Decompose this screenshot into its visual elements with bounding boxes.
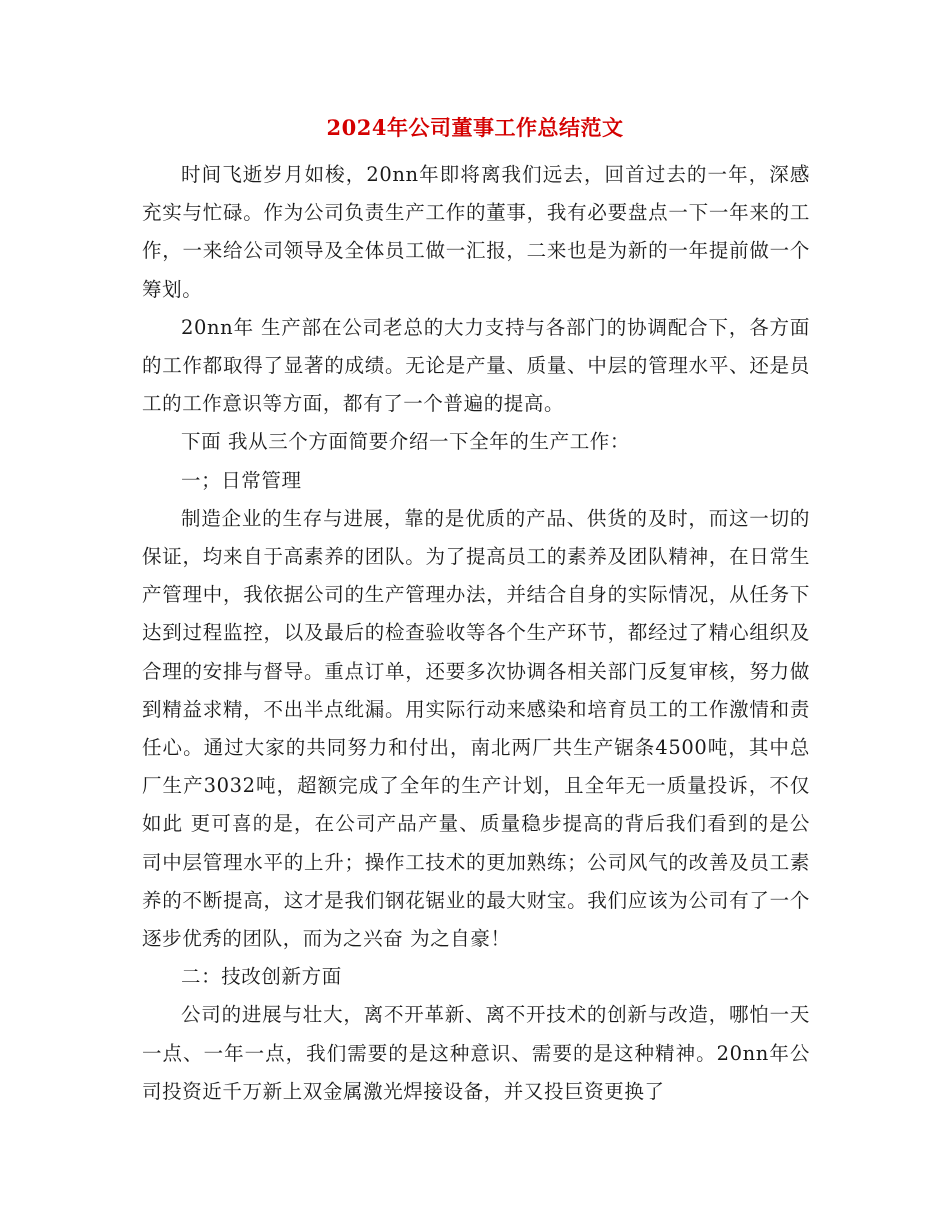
- document-title: 2024年公司董事工作总结范文: [326, 115, 624, 140]
- paragraph-achievements: 20nn年 生产部在公司老总的大力支持与各部门的协调配合下，各方面的工作都取得了显著的成绩。无论是产量、质量、中层的管理水平、还是员工的工作意识等方面，都有了一个普遍的提高。: [142, 315, 810, 416]
- paragraph-daily-management: 制造企业的生存与进展，靠的是优质的产品、供货的及时，而这一切的保证，均来自于高素养的团队。为了提高员工的素养及团队精神，在日常生产管理中，我依据公司的生产管理办法，并结合自身的实际情况，从任务下达到过程监控，以及最后的检查验收等各个生产环节，都经过了精心组织及合理的安排与督导。重点订单，还要多次协调各相关部门反复审核，努力做到精益求精，不出半点纰漏。用实际行动来感染和培育员工的工作激情和责任心。通过大家的共同努力和付出，南北两厂共生产锯条4500吨，其中总厂生产3032吨，超额完成了全年的生产计划，且全年无一质量投诉，不仅如此 更可喜的是，在公司产品产量、质量稳步提高的背后我们看到的是公司中层管理水平的上升；操作工技术的更加熟练；公司风气的改善及员工素养的不断提高，这才是我们钢花锯业的最大财宝。我们应该为公司有了一个逐步优秀的团队，而为之兴奋 为之自豪！: [142, 506, 810, 951]
- paragraph-overview: 下面 我从三个方面简要介绍一下全年的生产工作：: [181, 430, 630, 454]
- section-heading-innovation: 二：技改创新方面: [181, 965, 342, 989]
- paragraph-innovation: 公司的进展与壮大，离不开革新、离不开技术的创新与改造，哪怕一天一点、一年一点，我们需要的是这种意识、需要的是这种精神。20nn年公司投资近千万新上双金属激光焊接设备，并又投巨资更换了: [142, 1003, 810, 1103]
- paragraph-intro: 时间飞逝岁月如梭，20nn年即将离我们远去，回首过去的一年，深感充实与忙碌。作为公司负责生产工作的董事，我有必要盘点一下一年来的工作，一来给公司领导及全体员工做一汇报，二来也是为新的一年提前做一个筹划。: [142, 163, 810, 301]
- document-body: [142, 156, 810, 1111]
- section-heading-daily-management: 一；日常管理: [181, 468, 302, 492]
